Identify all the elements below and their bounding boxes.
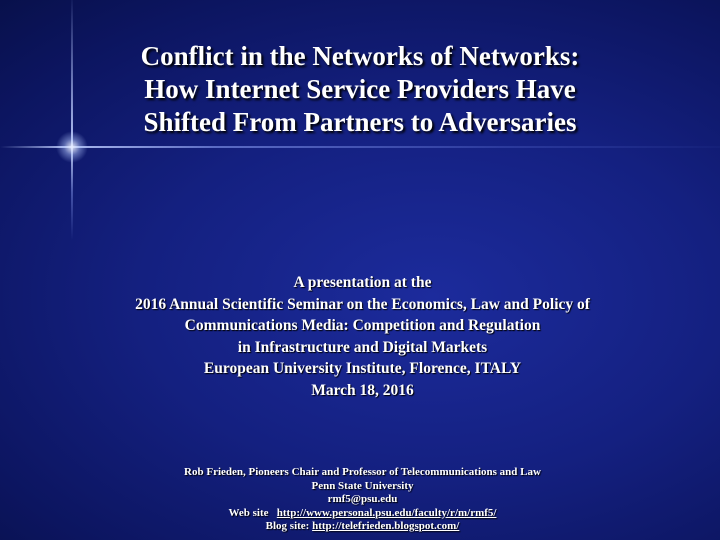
- title-line-2: How Internet Service Providers Have: [144, 74, 576, 104]
- author-block: [60, 466, 665, 534]
- author-name: Rob Frieden, Pioneers Chair and Professor of Telecommunications and Law: [184, 466, 541, 478]
- slide-title: [60, 40, 660, 139]
- website-label: Web site: [228, 506, 269, 519]
- website-link[interactable]: http://www.personal.psu.edu/faculty/r/m/rmf5/: [276, 506, 497, 519]
- presentation-info: [40, 272, 685, 401]
- author-affiliation: Penn State University: [311, 479, 414, 492]
- info-line-1: A presentation at the: [293, 274, 432, 291]
- blog-row: [60, 520, 665, 534]
- author-email: rmf5@psu.edu: [327, 493, 398, 505]
- title-line-3: Shifted From Partners to Adversaries: [143, 107, 577, 137]
- info-line-5: European University Institute, Florence, ITALY: [203, 360, 522, 377]
- info-line-3: Communications Media: Competition and Regulation: [184, 317, 541, 334]
- info-line-6: March 18, 2016: [311, 381, 414, 399]
- decorative-horizontal-line: [0, 146, 720, 148]
- blog-link[interactable]: http://telefrieden.blogspot.com/: [312, 520, 460, 532]
- info-line-2: 2016 Annual Scientific Seminar on the Economics, Law and Policy of: [135, 295, 590, 313]
- website-row: [60, 507, 665, 521]
- info-line-4: in Infrastructure and Digital Markets: [237, 338, 488, 356]
- title-line-1: Conflict in the Networks of Networks:: [140, 41, 580, 71]
- blog-label: Blog site:: [265, 520, 310, 532]
